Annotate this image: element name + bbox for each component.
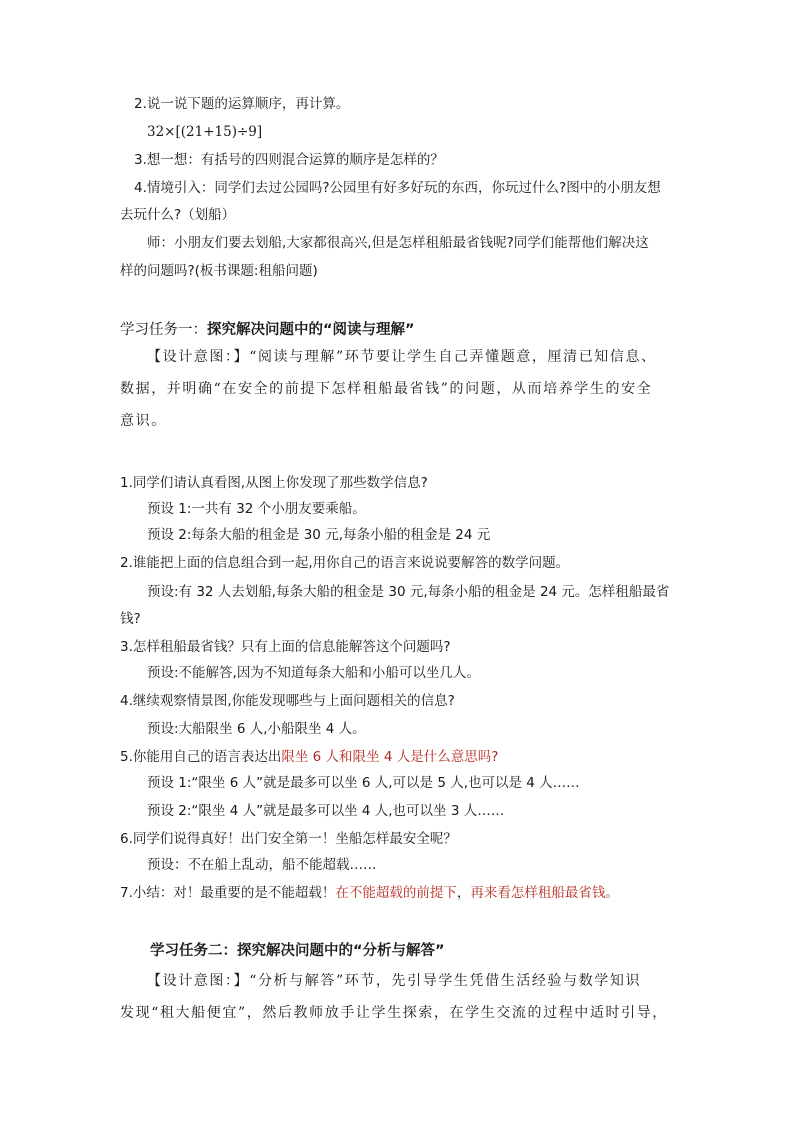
section-heading: 学习任务二：探究解决问题中的“分析与解答” xyxy=(150,943,445,959)
list-item xyxy=(120,747,498,767)
list-item-answer: 预设 2:每条大船的租金是 30 元,每条小船的租金是 24 元 xyxy=(147,527,491,543)
highlighted-text: 再来看怎样租船最省钱。 xyxy=(470,885,619,901)
section-heading xyxy=(120,320,415,340)
text-line: 4.情境引入：同学们去过公园吗?公园里有好多好玩的东西，你玩过什么?图中的小朋友想 xyxy=(134,180,661,196)
list-item-answer: 预设:有 32 人去划船,每条大船的租金是 30 元,每条小船的租金是 24 元。怎样租船最省 xyxy=(147,584,670,600)
list-item-answer: 预设 1:“限坐 6 人”就是最多可以坐 6 人,可以是 5 人,也可以是 4 人…… xyxy=(147,775,580,791)
text-line: 2.说一说下题的运算顺序，再计算。 xyxy=(134,96,350,112)
list-item-answer: 钱? xyxy=(120,611,141,627)
design-intent-line: 数据，并明确“在安全的前提下怎样租船最省钱”的问题，从而培养学生的安全 xyxy=(120,381,653,397)
text-line: 3.想一想：有括号的四则混合运算的顺序是怎样的？ xyxy=(134,152,444,168)
design-intent-line: 【设计意图：】“分析与解答”环节，先引导学生凭借生活经验与数学知识 xyxy=(147,973,642,989)
text-line: 样的问题吗?(板书课题:租船问题) xyxy=(120,263,318,279)
text-line: 师：小朋友们要去划船,大家都很高兴,但是怎样租船最省钱呢?同学们能帮他们解决这 xyxy=(147,235,649,251)
list-item-text: ， xyxy=(456,885,471,901)
list-item: 4.继续观察情景图,你能发现哪些与上面问题相关的信息? xyxy=(120,693,455,709)
list-item: 2.谁能把上面的信息组合到一起,用你自己的语言来说说要解答的数学问题。 xyxy=(120,555,570,571)
design-intent-line: 意识。 xyxy=(120,413,167,429)
design-intent-line: 【设计意图：】“阅读与理解”环节要让学生自己弄懂题意，厘清已知信息、 xyxy=(147,349,657,365)
list-item xyxy=(120,883,619,903)
list-item: 1.同学们请认真看图,从图上你发现了那些数学信息? xyxy=(120,475,428,491)
list-item-answer: 预设:大船限坐 6 人,小船限坐 4 人。 xyxy=(147,721,366,737)
list-item-answer: 预设 2:“限坐 4 人”就是最多可以坐 4 人,也可以坐 3 人…… xyxy=(147,803,505,819)
list-item: 3.怎样租船最省钱？只有上面的信息能解答这个问题吗? xyxy=(120,639,451,655)
heading-prefix: 学习任务一： xyxy=(120,322,207,338)
heading-text: 探究解决问题中的“阅读与理解” xyxy=(207,322,415,338)
highlighted-text: 限坐 6 人和限坐 4 人是什么意思吗? xyxy=(281,749,499,765)
design-intent-line: 发现“租大船便宜”，然后教师放手让学生探索，在学生交流的过程中适时引导， xyxy=(120,1005,668,1021)
list-item-text: 7.小结：对！最重要的是不能超载！ xyxy=(120,885,336,901)
list-item-answer: 预设：不在船上乱动，船不能超载…… xyxy=(147,857,377,873)
list-item: 6.同学们说得真好！出门安全第一！坐船怎样最安全呢？ xyxy=(120,831,457,847)
list-item-text: 5.你能用自己的语言表达出 xyxy=(120,749,282,765)
list-item-answer: 预设 1:一共有 32 个小朋友要乘船。 xyxy=(147,501,366,517)
highlighted-text: 在不能超载的前提下 xyxy=(335,885,457,901)
list-item-answer: 预设:不能解答,因为不知道每条大船和小船可以坐几人。 xyxy=(147,665,480,681)
text-line: 去玩什么?（划船） xyxy=(120,207,236,223)
math-expression: 32×[(21+15)÷9] xyxy=(147,124,263,140)
